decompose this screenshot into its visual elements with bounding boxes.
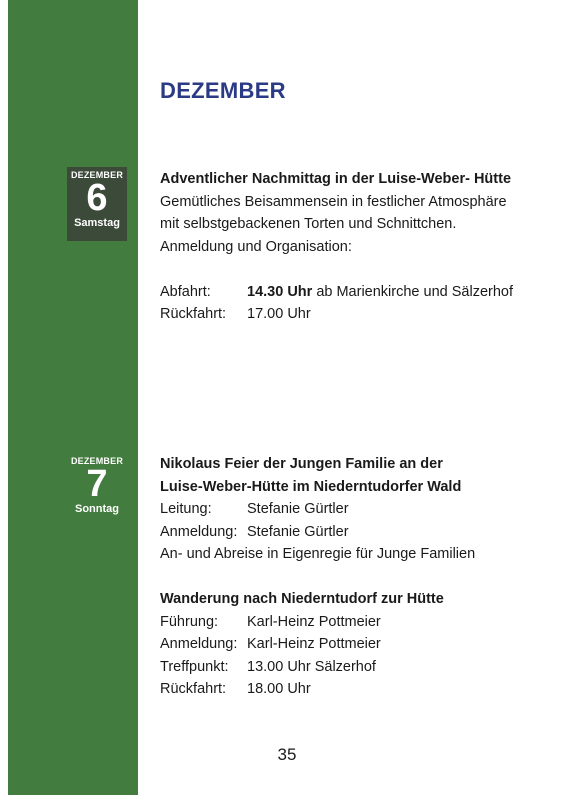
meeting-point-label: Treffpunkt: [160,658,229,675]
return-row [160,303,550,326]
event-description-line: mit selbstgebackenen Torten und Schnittchen. [160,216,457,232]
lead-label: Leitung: [160,501,212,517]
lead-value: Stefanie Gürtler [247,501,349,517]
departure-place: ab Marienkirche und Sälzerhof [312,283,513,300]
hike-return-value: 18.00 Uhr [247,681,311,697]
green-sidebar [8,0,138,795]
badge-month: DEZEMBER [70,456,124,466]
date-badge-6 [67,167,127,241]
hike-return-label: Rückfahrt: [160,681,227,697]
departure-time: 14.30 Uhr [247,283,313,300]
date-badge-7 [67,453,127,527]
lead-row [160,498,550,521]
event-description-line: Anmeldung und Organisation: [160,238,352,255]
meeting-point-row [160,656,550,679]
event-title-line: Luise-Weber-Hütte im Niederntudorfer Wald [160,478,462,495]
event-title: Adventlicher Nachmittag in der Luise-Weber- Hütte [160,171,512,187]
travel-note: An- und Abreise in Eigenregie für Junge Familien [160,546,476,562]
badge-weekday: Samstag [74,217,120,229]
hike-registration-row [160,633,550,656]
month-title: DEZEMBER [160,78,286,103]
badge-day: 7 [86,463,108,505]
registration-label: Anmeldung: [160,523,238,540]
page-number: 35 [277,745,297,764]
hike-registration-label: Anmeldung: [160,636,238,652]
event-description-line: Gemütliches Beisammensein in festlicher Atmosphäre [160,193,507,210]
badge-day: 6 [86,177,108,219]
event-nikolaus [160,453,550,701]
event-title-line: Nikolaus Feier der Jungen Familie an der [160,456,443,472]
return-time: 17.00 Uhr [247,306,311,322]
registration-row [160,521,550,544]
hike-title: Wanderung nach Niederntudorf zur Hütte [160,591,444,607]
badge-weekday: Sonntag [75,503,119,515]
event-advent-afternoon [160,168,550,326]
badge-month: DEZEMBER [70,170,124,180]
departure-label: Abfahrt: [160,283,211,300]
guide-row [160,611,550,634]
guide-value: Karl-Heinz Pottmeier [247,613,381,630]
hike-return-row [160,678,550,701]
hike-registration-value: Karl-Heinz Pottmeier [247,636,381,652]
departure-row [160,281,550,304]
meeting-point-value: 13.00 Uhr Sälzerhof [247,658,376,675]
guide-label: Führung: [160,613,219,630]
return-label: Rückfahrt: [160,306,227,322]
registration-value: Stefanie Gürtler [247,523,349,540]
